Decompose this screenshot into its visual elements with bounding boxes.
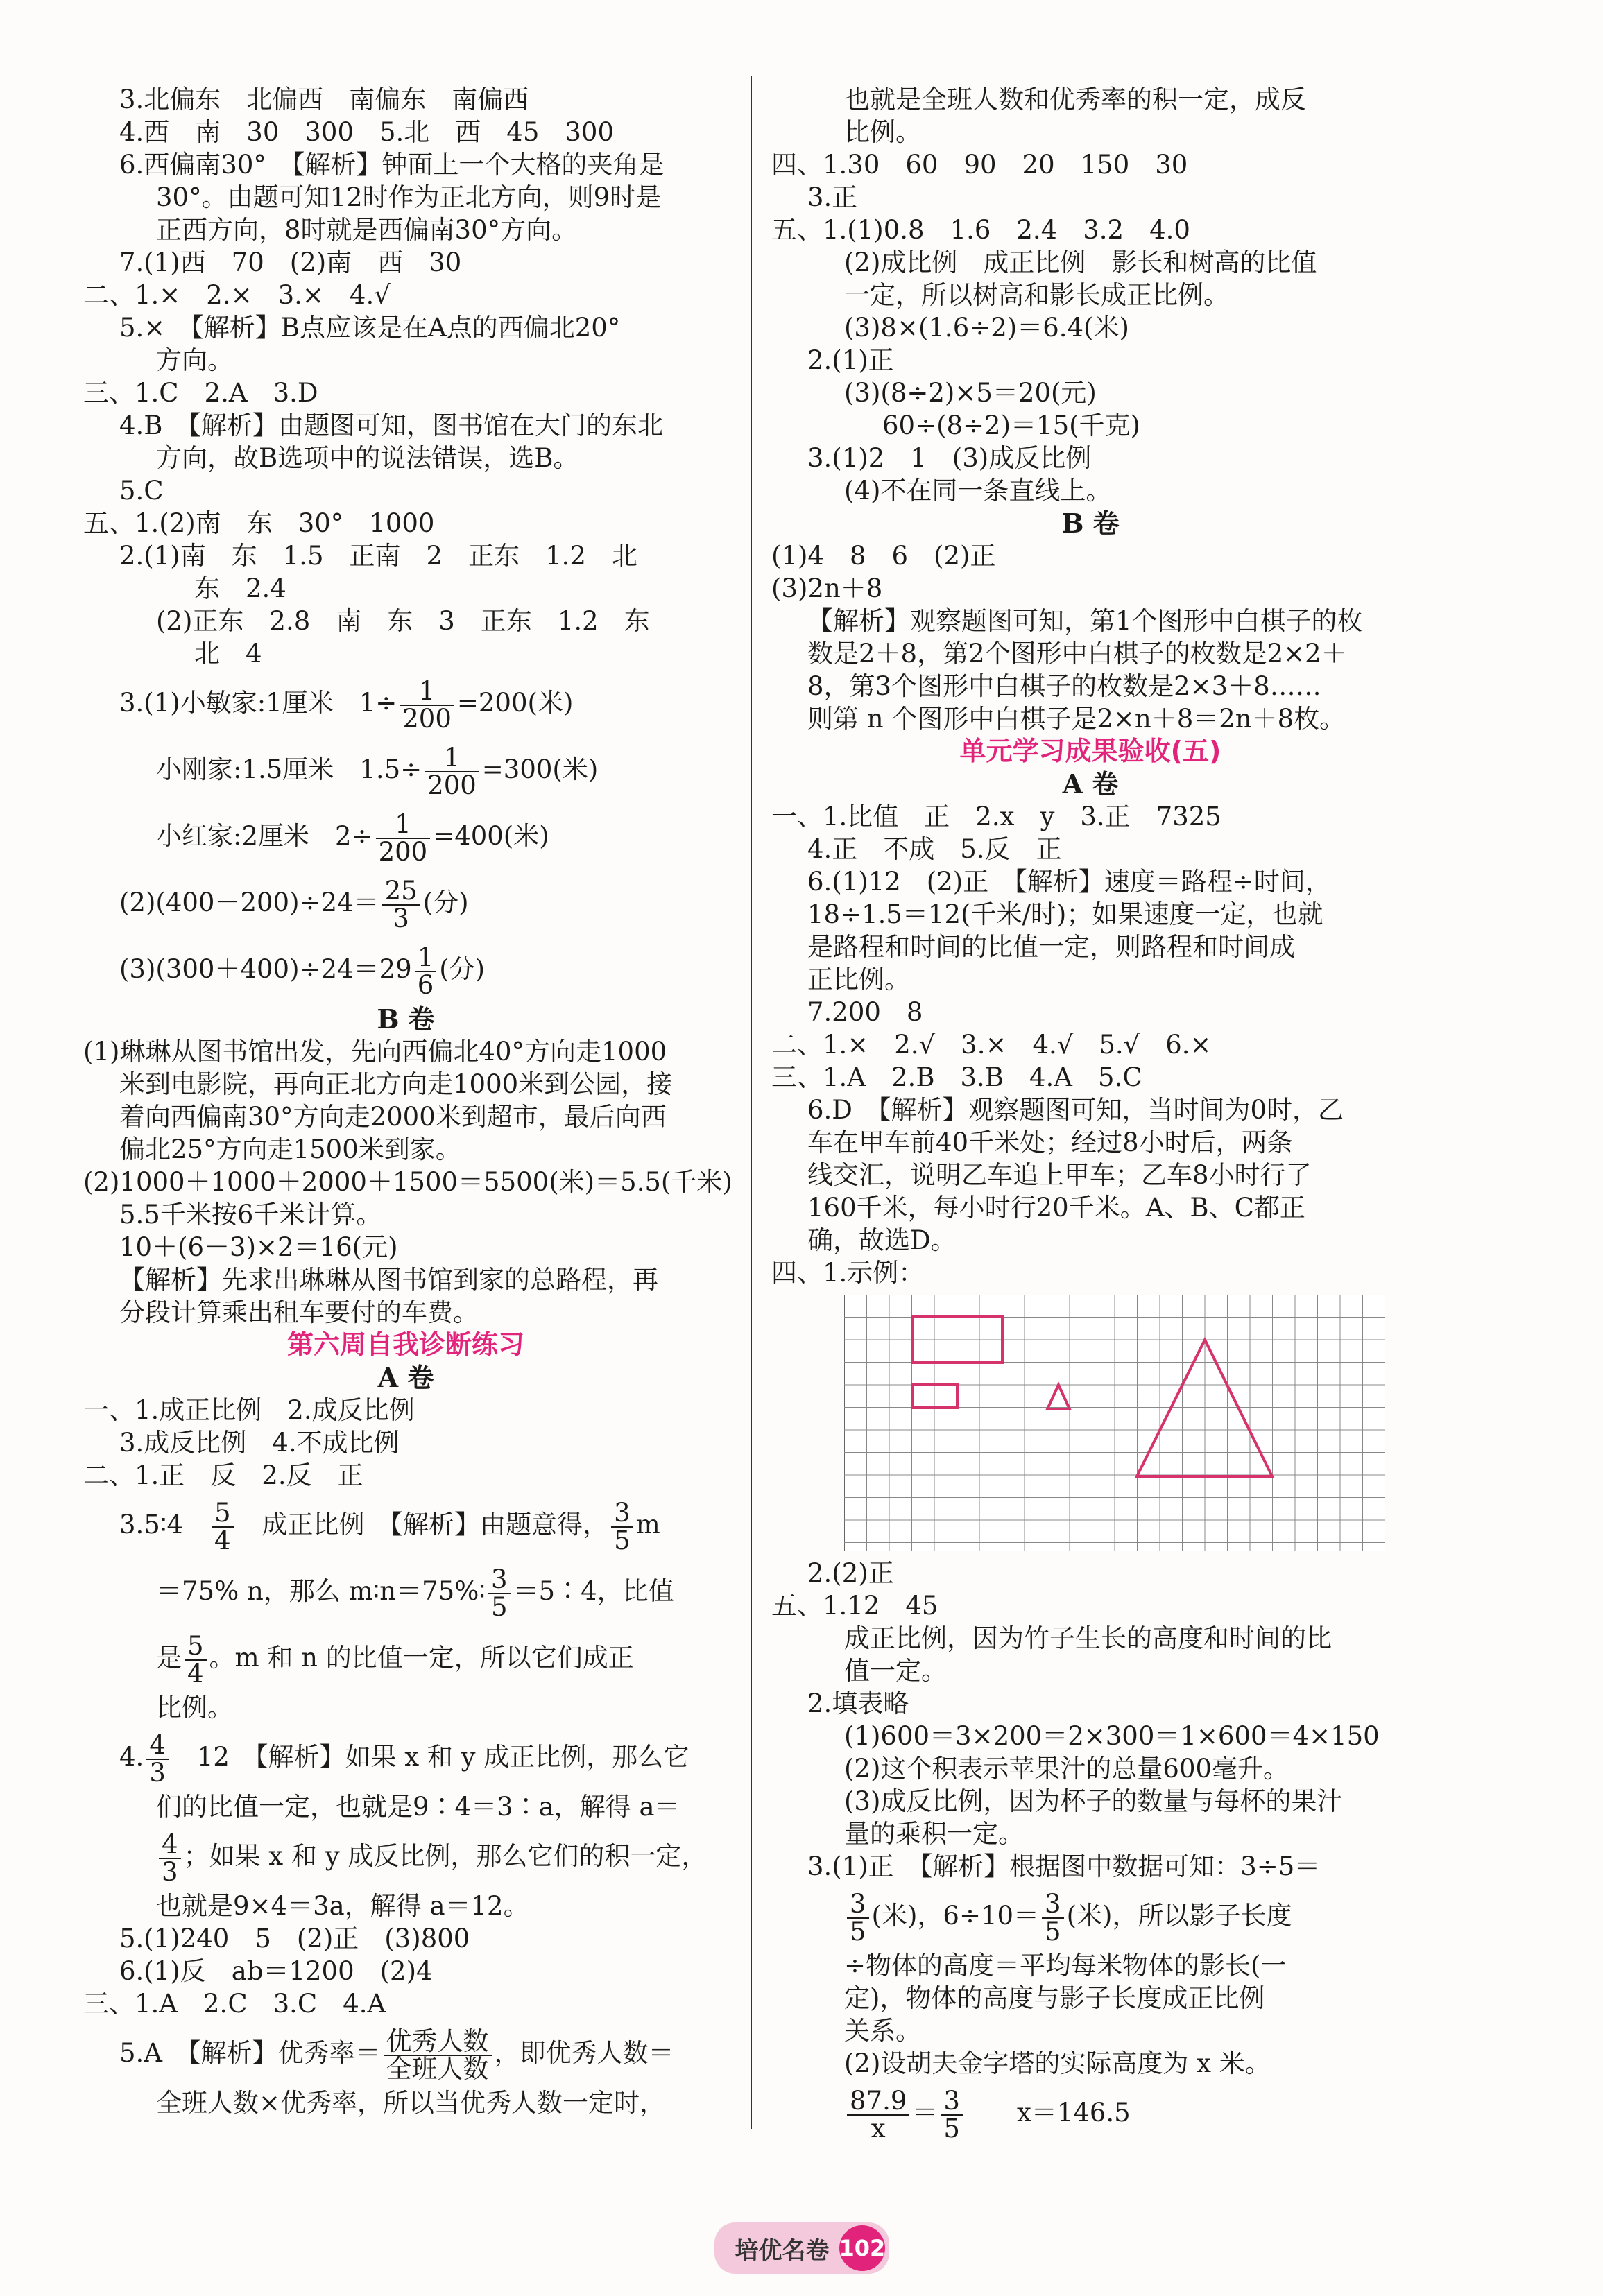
text-line: 米到电影院，再向正北方向走1000米到公园，接 bbox=[119, 1069, 673, 1099]
text-line: 北 4 bbox=[194, 639, 262, 668]
text-line: 2.填表略 bbox=[807, 1689, 909, 1718]
text-line: 值一定。 bbox=[844, 1656, 947, 1686]
text-line: 4.西 南 30 300 5.北 西 45 300 bbox=[119, 117, 615, 147]
right-column bbox=[771, 83, 1409, 2146]
fraction: $\frac{3}{5}$ bbox=[488, 1566, 511, 1621]
text-line: 全班人数×优秀率，所以当优秀人数一定时， bbox=[156, 2088, 666, 2118]
text-line: 成正比例，因为竹子生长的高度和时间的比 bbox=[844, 1623, 1332, 1653]
text-line: 二、1.× 2.× 3.× 4.√ bbox=[83, 280, 391, 310]
text-line: (3)2n＋8 bbox=[771, 573, 883, 603]
text-line: 量的乘积一定。 bbox=[844, 1819, 1024, 1849]
text-line: 四、1.30 60 90 20 150 30 bbox=[771, 150, 1188, 180]
formula-line: (3)(300＋400)÷24＝29 $\frac{1}{6}$ (分) bbox=[119, 942, 486, 1000]
formula-line: $\frac{4}{3}$ ；如果 x 和 y 成反比例，那么它们的积一定， bbox=[83, 1823, 728, 1890]
formula-line: $\frac{87.9}{x}$ ＝ $\frac{3}{5}$ x＝146.5 bbox=[771, 2080, 1409, 2146]
section-subtitle: A 卷 bbox=[377, 1362, 434, 1393]
text-line: 【解析】观察题图可知，第1个图形中白棋子的枚 bbox=[807, 606, 1363, 636]
text-line: 一、1.成正比例 2.成反比例 bbox=[83, 1395, 415, 1425]
text-line: 10＋(6－3)×2＝16(元) bbox=[119, 1232, 398, 1262]
fraction: $\frac{\text{优秀人数}}{\text{全班人数}}$ bbox=[384, 2028, 492, 2082]
text-line: 三、1.A 2.C 3.C 4.A bbox=[83, 1989, 386, 2019]
text-line: (3)(8÷2)×5＝20(元) bbox=[844, 378, 1097, 408]
page-number: 102 bbox=[839, 2225, 885, 2271]
formula-line: $\frac{3}{5}$ (米)，6÷10＝ $\frac{3}{5}$ (米)，所以影子长度 bbox=[771, 1883, 1409, 1949]
text-line: 2.(2)正 bbox=[807, 1558, 894, 1588]
grid-drawing bbox=[844, 1295, 1385, 1551]
formula-line: (2)(400－200)÷24＝ $\frac{25}{3}$ (分) bbox=[119, 875, 469, 933]
text-line: 东 2.4 bbox=[194, 573, 286, 603]
text-line: 正西方向，8时就是西偏南30°方向。 bbox=[156, 215, 578, 245]
formula-line: 是 $\frac{5}{4}$ 。m 和 n 的比值一定，所以它们成正 bbox=[156, 1630, 634, 1689]
text-line: ÷物体的高度＝平均每米物体的影长(一 bbox=[844, 1951, 1287, 1980]
example-grid-figure bbox=[844, 1295, 1385, 1551]
section-title: 单元学习成果验收(五) bbox=[959, 736, 1221, 766]
text-line: 8，第3个图形中白棋子的枚数是2×3＋8…… bbox=[807, 671, 1321, 701]
text-line: 比例。 bbox=[156, 1693, 233, 1723]
text-line: 定)，物体的高度与影子长度成正比例 bbox=[844, 1983, 1265, 2013]
fraction: $\frac{5}{4}$ bbox=[185, 1633, 207, 1687]
text-line: 5.× 【解析】B点应该是在A点的西偏北20° bbox=[119, 313, 621, 343]
fraction: $\frac{4}{3}$ bbox=[159, 1831, 181, 1885]
text-line: 五、1.(2)南 东 30° 1000 bbox=[83, 508, 435, 538]
section-title: 第六周自我诊断练习 bbox=[286, 1329, 524, 1360]
fraction: $\frac{87.9}{x}$ bbox=[847, 2088, 909, 2142]
text-line: 一定，所以树高和影长成正比例。 bbox=[844, 280, 1229, 310]
formula-line: 小刚家:1.5厘米 1.5÷ $\frac{1}{200}$ =300(米) bbox=[156, 742, 599, 800]
text-line: 18÷1.5＝12(千米/时)；如果速度一定，也就 bbox=[807, 899, 1323, 929]
text-line: 6.D 【解析】观察题图可知，当时间为0时，乙 bbox=[807, 1095, 1344, 1125]
text-line: 四、1.示例： bbox=[771, 1258, 925, 1288]
text-line: 2.(1)正 bbox=[807, 345, 894, 375]
text-line: 车在甲车前40千米处；经过8小时后，两条 bbox=[807, 1128, 1293, 1157]
formula-line: ＝75% n，那么 m∶n＝75%∶ $\frac{3}{5}$ ＝5∶4，比值 bbox=[156, 1564, 674, 1622]
text-line: 分段计算乘出租车要付的车费。 bbox=[119, 1297, 479, 1327]
text-line: 4.B 【解析】由题图可知，图书馆在大门的东北 bbox=[119, 411, 663, 440]
text-line: 五、1.12 45 bbox=[771, 1591, 938, 1621]
fraction: $\frac{3}{5}$ bbox=[941, 2088, 963, 2142]
formula-line: 小红家:2厘米 2÷ $\frac{1}{200}$ =400(米) bbox=[156, 809, 549, 867]
brand-label: 培优名卷 bbox=[735, 2236, 830, 2265]
text-line: 160千米，每小时行20千米。A、B、C都正 bbox=[807, 1193, 1305, 1223]
text-line: 7.(1)西 70 (2)南 西 30 bbox=[119, 248, 462, 277]
text-line: 方向，故B选项中的说法错误，选B。 bbox=[156, 443, 579, 473]
fraction: $\frac{3}{5}$ bbox=[1042, 1891, 1064, 1945]
text-line: 也就是全班人数和优秀率的积一定，成反 bbox=[844, 85, 1306, 114]
fraction: $\frac{1}{200}$ bbox=[425, 745, 479, 799]
text-line: (2)设胡夫金字塔的实际高度为 x 米。 bbox=[844, 2048, 1271, 2078]
text-line: 7.200 8 bbox=[807, 997, 923, 1027]
section-subtitle: B 卷 bbox=[1061, 508, 1120, 539]
text-line: (2)1000＋1000＋2000＋1500＝5500(米)＝5.5(千米) bbox=[83, 1167, 732, 1197]
text-line: 3.北偏东 北偏西 南偏东 南偏西 bbox=[119, 85, 529, 114]
text-line: 二、1.正 反 2.反 正 bbox=[83, 1460, 363, 1490]
fraction: $\frac{3}{5}$ bbox=[847, 1891, 869, 1945]
formula-line: 5.A 【解析】优秀率＝ $\frac{\text{优秀人数}}{\text{全班人数}}$ ，即优秀人数＝ bbox=[119, 2026, 674, 2084]
text-line: 是路程和时间的比值一定，则路程和时间成 bbox=[807, 932, 1295, 962]
section-subtitle: A 卷 bbox=[1062, 768, 1119, 800]
text-line: (2)这个积表示苹果汁的总量600毫升。 bbox=[844, 1754, 1289, 1784]
text-line: (1)琳琳从图书馆出发，先向西偏北40°方向走1000 bbox=[83, 1037, 667, 1067]
text-line: 6.(1)反 ab＝1200 (2)4 bbox=[119, 1956, 433, 1986]
left-column bbox=[83, 83, 732, 2119]
text-line: 确，故选D。 bbox=[807, 1225, 957, 1255]
text-line: 3.(1)正 【解析】根据图中数据可知：3÷5＝ bbox=[807, 1852, 1321, 1881]
text-line: 6.(1)12 (2)正 【解析】速度＝路程÷时间， bbox=[807, 867, 1331, 897]
formula-line: 3.5∶4 $\frac{5}{4}$ 成正比例 【解析】由题意得， $\frac{3}{5}$ m bbox=[119, 1497, 660, 1555]
text-line: (4)不在同一条直线上。 bbox=[844, 476, 1112, 506]
text-line: 二、1.× 2.√ 3.× 4.√ 5.√ 6.× bbox=[771, 1030, 1212, 1060]
fraction: $\frac{1}{6}$ bbox=[415, 944, 437, 999]
text-line: 6.西偏南30° 【解析】钟面上一个大格的夹角是 bbox=[119, 150, 665, 180]
text-line: (3)成反比例，因为杯子的数量与每杯的果汁 bbox=[844, 1786, 1343, 1816]
text-line: 3.(1)2 1 (3)成反比例 bbox=[807, 443, 1092, 473]
fraction: $\frac{25}{3}$ bbox=[382, 878, 420, 932]
fraction: $\frac{1}{200}$ bbox=[400, 678, 454, 732]
text-line: (2)成比例 成正比例 影长和树高的比值 bbox=[844, 248, 1317, 277]
text-line: 三、1.A 2.B 3.B 4.A 5.C bbox=[771, 1062, 1142, 1092]
text-line: (1)600＝3×200＝2×300＝1×600＝4×150 bbox=[844, 1721, 1380, 1751]
text-line: 三、1.C 2.A 3.D bbox=[83, 378, 318, 408]
text-line: 3.成反比例 4.不成比例 bbox=[119, 1428, 400, 1458]
text-line: 五、1.(1)0.8 1.6 2.4 3.2 4.0 bbox=[771, 215, 1190, 245]
fraction: $\frac{3}{5}$ bbox=[611, 1500, 633, 1554]
formula-line: 3.(1)小敏家:1厘米 1÷ $\frac{1}{200}$ =200(米) bbox=[119, 675, 574, 734]
text-line: 3.正 bbox=[807, 182, 858, 212]
text-line: 一、1.比值 正 2.x y 3.正 7325 bbox=[771, 802, 1221, 831]
text-line: 5.5千米按6千米计算。 bbox=[119, 1200, 382, 1229]
text-line: 关系。 bbox=[844, 2016, 921, 2046]
text-line: 5.C bbox=[119, 476, 164, 506]
text-line: 60÷(8÷2)＝15(千克) bbox=[882, 411, 1140, 440]
section-subtitle: B 卷 bbox=[377, 1003, 435, 1035]
text-line: 【解析】先求出琳琳从图书馆到家的总路程，再 bbox=[119, 1265, 658, 1295]
text-line: 也就是9×4＝3a，解得 a＝12。 bbox=[156, 1891, 529, 1921]
text-line: 线交汇，说明乙车追上甲车；乙车8小时行了 bbox=[807, 1160, 1312, 1190]
fraction: $\frac{5}{4}$ bbox=[212, 1500, 234, 1554]
page-footer bbox=[0, 2222, 1603, 2274]
text-line: 5.(1)240 5 (2)正 (3)800 bbox=[119, 1924, 470, 1953]
text-line: 2.(1)南 东 1.5 正南 2 正东 1.2 北 bbox=[119, 541, 637, 571]
brand-badge bbox=[714, 2222, 889, 2274]
text-line: (1)4 8 6 (2)正 bbox=[771, 541, 996, 571]
text-line: 4.正 不成 5.反 正 bbox=[807, 834, 1062, 864]
text-line: 比例。 bbox=[844, 117, 921, 147]
text-line: 正比例。 bbox=[807, 965, 910, 994]
text-line: 着向西偏南30°方向走2000米到超市，最后向西 bbox=[119, 1102, 667, 1132]
text-line: 30°。由题可知12时作为正北方向，则9时是 bbox=[156, 182, 662, 212]
fraction: $\frac{1}{200}$ bbox=[376, 811, 431, 865]
text-line: 偏北25°方向走1500米到家。 bbox=[119, 1134, 461, 1164]
text-line: 数是2＋8，第2个图形中白棋子的枚数是2×2＋ bbox=[807, 639, 1347, 668]
formula-line: 4. $\frac{4}{3}$ 12 【解析】如果 x 和 y 成正比例，那么它 bbox=[119, 1729, 689, 1788]
column-divider bbox=[751, 76, 752, 2129]
text-line: (2)正东 2.8 南 东 3 正东 1.2 东 bbox=[156, 606, 650, 636]
text-line: 则第 n 个图形中白棋子是2×n＋8＝2n＋8枚。 bbox=[807, 704, 1346, 734]
text-line: 方向。 bbox=[156, 345, 233, 375]
text-line: 们的比值一定，也就是9∶4＝3∶a，解得 a＝ bbox=[156, 1792, 680, 1822]
text-line: (3)8×(1.6÷2)＝6.4(米) bbox=[844, 313, 1129, 343]
fraction: $\frac{4}{3}$ bbox=[146, 1732, 169, 1786]
